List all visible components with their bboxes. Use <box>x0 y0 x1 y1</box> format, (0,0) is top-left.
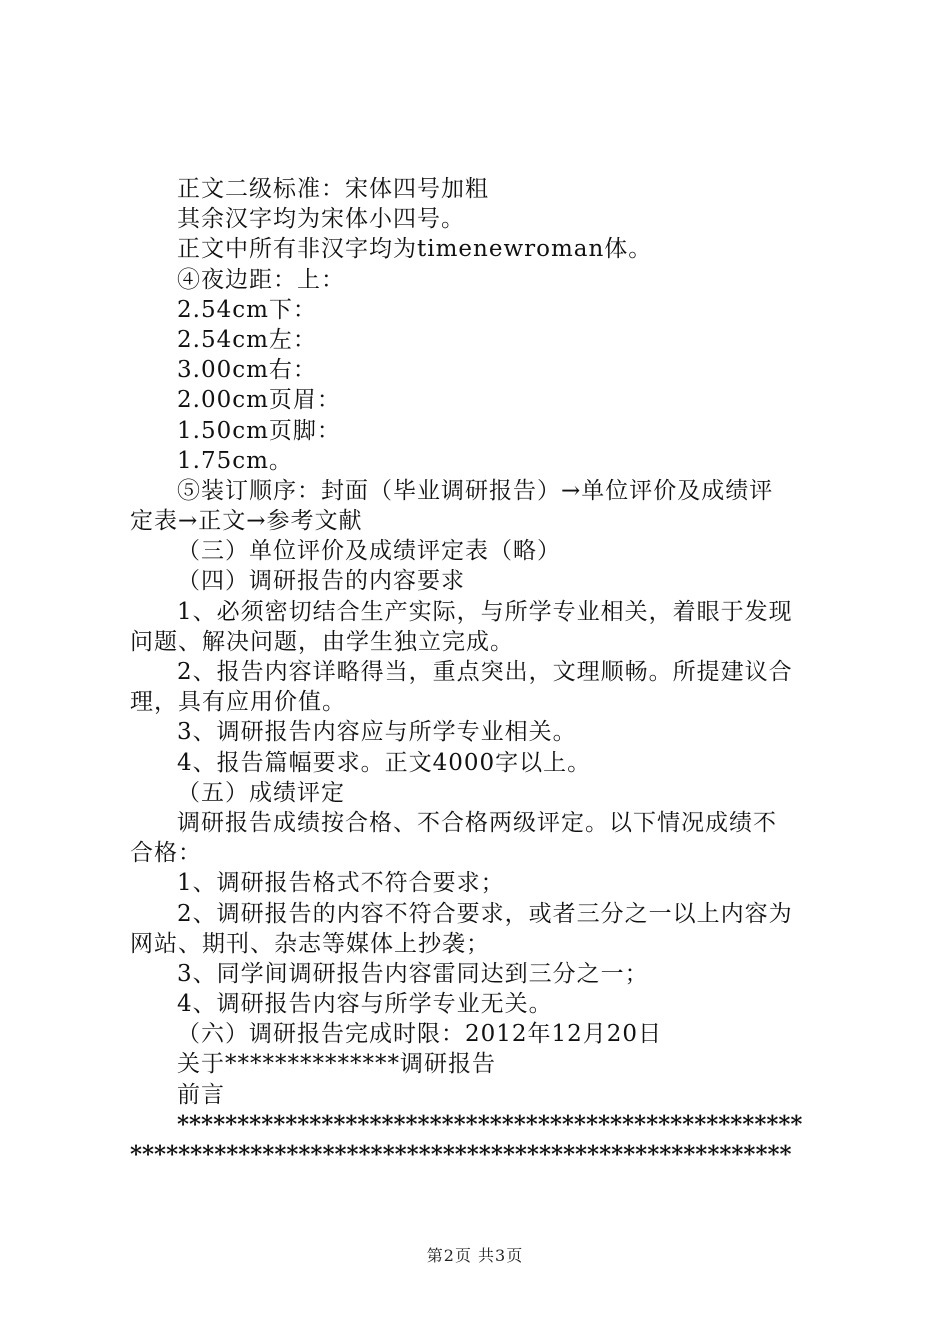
text-line: 2、报告内容详略得当，重点突出，文理顺畅。所提建议合 <box>177 659 793 685</box>
text-line: 3、同学间调研报告内容雷同达到三分之一； <box>177 960 649 987</box>
page-number-label: 第2页 共3页 <box>426 1246 524 1265</box>
text-line: 2.54cm左： <box>177 326 317 353</box>
text-line: 2.00cm页眉： <box>177 387 341 414</box>
text-line: 网站、期刊、杂志等媒体上抄袭； <box>130 930 490 957</box>
text-line: 正文二级标准：宋体四号加粗 <box>177 176 489 202</box>
text-line: **************************************************** <box>177 1110 803 1138</box>
text-line: 其余汉字均为宋体小四号。 <box>177 206 465 233</box>
document-body <box>130 174 835 1170</box>
text-line: 2.54cm下： <box>177 296 317 323</box>
text-line: 1、必须密切结合生产实际，与所学专业相关，着眼于发现 <box>177 598 793 625</box>
text-line: 4、报告篇幅要求。正文4000字以上。 <box>177 749 592 776</box>
text-line: 合格： <box>130 840 202 867</box>
page-footer <box>0 1243 950 1266</box>
text-line: 1、调研报告格式不符合要求； <box>177 870 505 897</box>
text-line: 前言 <box>177 1081 225 1108</box>
text-line: 正文中所有非汉字均为timenewroman体。 <box>177 236 653 263</box>
text-line: 定表→正文→参考文献 <box>130 508 363 535</box>
text-line: 1.50cm页脚： <box>177 417 341 444</box>
text-line: 2、调研报告的内容不符合要求，或者三分之一以上内容为 <box>177 900 793 927</box>
text-line: 理，具有应用价值。 <box>130 689 346 716</box>
text-line: ④夜边距：上： <box>177 266 345 293</box>
text-line: （六）调研报告完成时限：2012年12月20日 <box>177 1021 663 1048</box>
text-line: ⑤装订顺序：封面（毕业调研报告）→单位评价及成绩评 <box>177 477 774 504</box>
text-line: 1.75cm。 <box>177 447 293 474</box>
text-line: 3、调研报告内容应与所学专业相关。 <box>177 719 577 746</box>
text-line: 关于**************调研报告 <box>177 1051 496 1078</box>
text-line: （四）调研报告的内容要求 <box>177 568 465 595</box>
text-line: 问题、解决问题，由学生独立完成。 <box>130 628 514 655</box>
text-line: （五）成绩评定 <box>177 779 345 806</box>
text-line: （三）单位评价及成绩评定表（略） <box>177 538 561 565</box>
text-line: ******************************************************* <box>130 1141 792 1168</box>
text-line: 3.00cm右： <box>177 357 317 384</box>
text-line: 4、调研报告内容与所学专业无关。 <box>177 991 553 1018</box>
text-line: 调研报告成绩按合格、不合格两级评定。以下情况成绩不 <box>177 809 777 836</box>
